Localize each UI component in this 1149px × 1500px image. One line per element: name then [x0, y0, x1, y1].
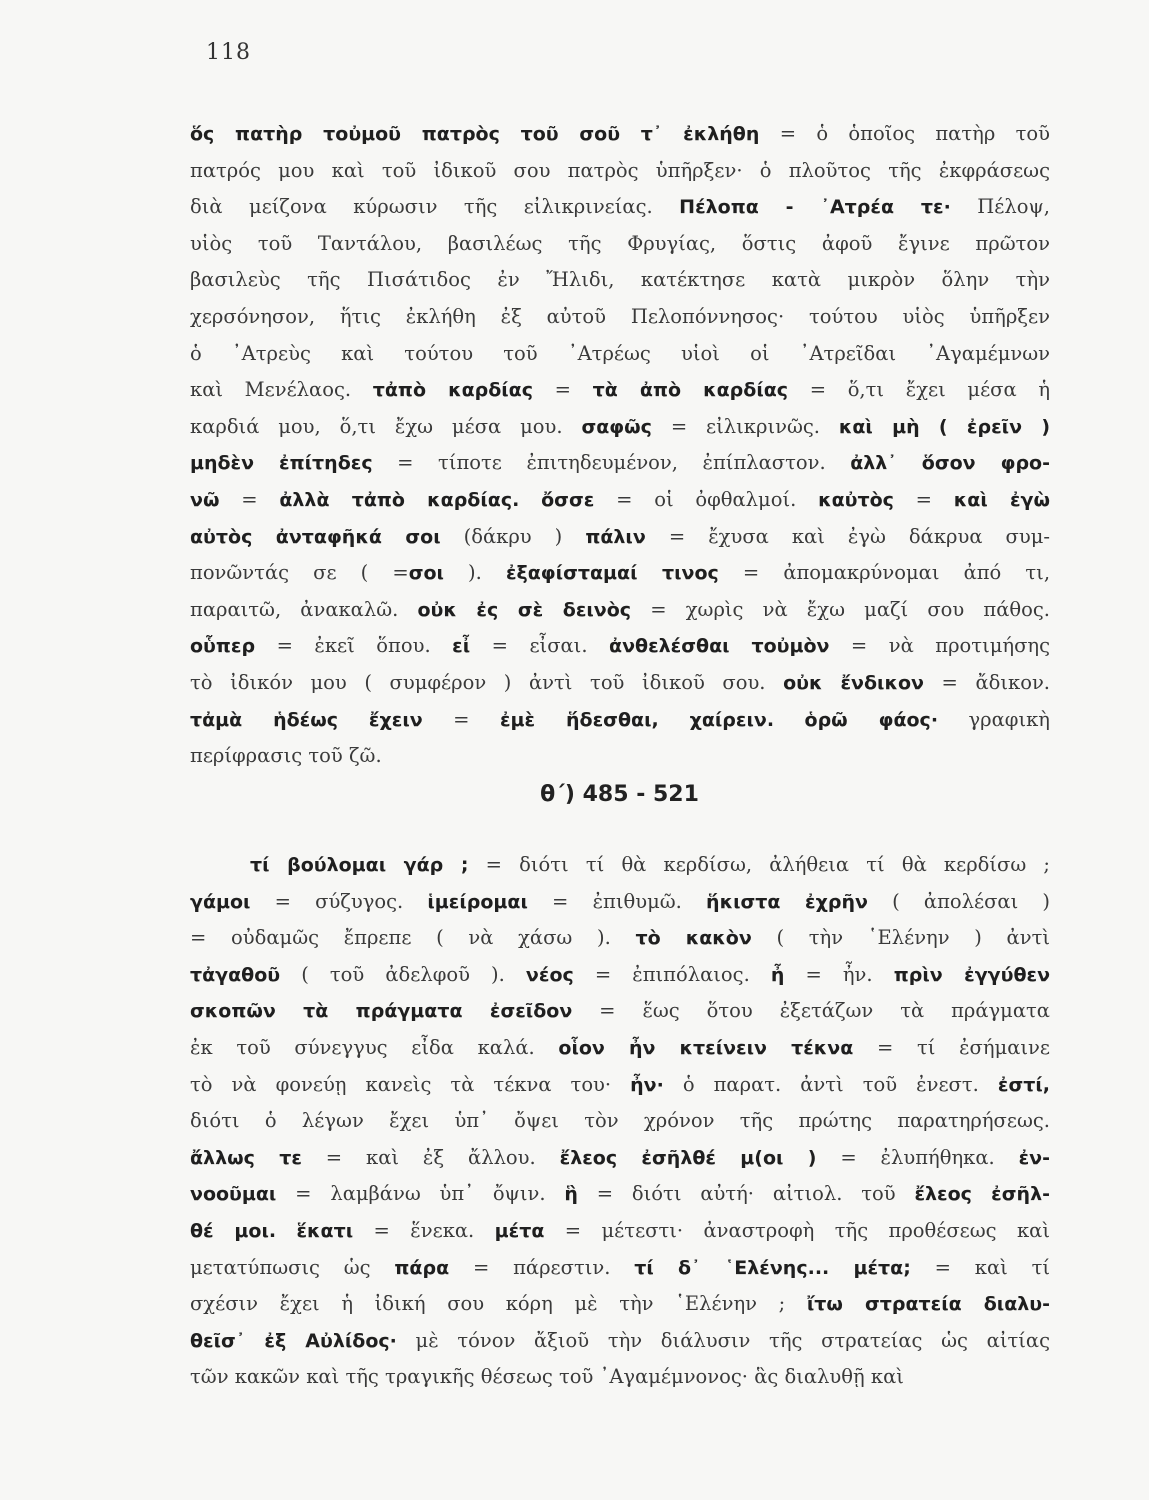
lemma-term: ἱμείρομαι: [427, 890, 528, 913]
lemma-term: ἐν-: [1018, 1146, 1050, 1169]
gloss-text: = οὐδαμῶς ἔπρεπε ( νὰ χάσω ).: [190, 926, 636, 950]
gloss-text: = εἰλικρινῶς.: [651, 414, 839, 438]
lemma-term: καὐτὸς: [818, 488, 894, 511]
lemma-term: εἶ: [452, 635, 471, 658]
lemma-term: μηδὲν ἐπίτηδες: [190, 452, 373, 475]
gloss-text: = νὰ προτιμήσης: [829, 634, 1050, 658]
text-line: [190, 519, 1050, 556]
lemma-term: πάλιν: [585, 525, 646, 548]
gloss-text: παραιτῶ, ἀνακαλῶ.: [190, 597, 418, 621]
gloss-text: = ἔχυσα καὶ ἐγὼ δάκρυα συμ-: [645, 524, 1050, 548]
gloss-text: πονῶντάς σε ( =: [190, 561, 409, 585]
lemma-term: ἄλλως τε: [190, 1146, 302, 1169]
text-line: [190, 555, 1050, 592]
gloss-text: υἱὸς τοῦ Ταντάλου, βασιλέως τῆς Φρυγίας, ὅστις ἀφοῦ ἔγινε πρῶτον: [190, 231, 1050, 255]
page-number: 118: [206, 40, 251, 65]
lemma-term: νῶ: [190, 488, 220, 511]
lemma-term: ἔλεος ἐσῆλθέ μ(οι ): [559, 1146, 817, 1169]
text-line: [190, 445, 1050, 482]
gloss-text: [276, 1219, 296, 1242]
gloss-text: διότι ὁ λέγων ἔχει ὑπ᾽ ὄψει τὸν χρόνον τῆς πρώτης παρατηρήσεως.: [190, 1109, 1050, 1133]
gloss-text: σχέσιν ἔχει ἡ ἰδική σου κόρη μὲ τὴν ῾Ελένην ;: [190, 1292, 807, 1316]
text-line: [190, 957, 1050, 994]
lemma-term: τἀμὰ ἡδέως ἔχειν: [190, 708, 423, 731]
gloss-text: γραφικὴ: [938, 707, 1050, 731]
gloss-text: = χωρὶς νὰ ἔχω μαζί σου πάθος.: [631, 597, 1050, 621]
gloss-text: καὶ Μενέλαος.: [190, 378, 373, 402]
gloss-text: μετατύπωσις ὡς: [190, 1255, 395, 1279]
text-line: [190, 993, 1050, 1030]
lemma-term: σοι: [408, 562, 444, 585]
lemma-term: μέτα: [494, 1219, 545, 1242]
gloss-text: διὰ μείζονα κύρωσιν τῆς εἰλικρινείας.: [190, 195, 680, 219]
lemma-term: σκοπῶν τὰ πράγματα ἐσεῖδον: [190, 1000, 573, 1023]
gloss-text: =: [533, 378, 593, 402]
lemma-term: ἣ: [564, 1183, 578, 1206]
gloss-text: = ἀπομακρύνομαι ἀπό τι,: [718, 561, 1050, 585]
lemma-term: τί βούλομαι γάρ ;: [250, 854, 469, 876]
lemma-term: καὶ μὴ ( ἐρεῖν ): [838, 415, 1050, 438]
text-line: [190, 592, 1050, 629]
gloss-text: = καὶ ἐξ ἄλλου.: [301, 1145, 560, 1169]
lemma-term: ἦ: [770, 963, 785, 986]
gloss-text: ὁ παρατ. ἀντὶ τοῦ ἐνεστ.: [663, 1072, 998, 1096]
gloss-text: = μέτεστι· ἀναστροφὴ τῆς προθέσεως καὶ: [544, 1218, 1050, 1242]
text-line: [190, 884, 1050, 921]
text-line: [190, 336, 1050, 373]
lemma-term: ἐξαφίσταμαί τινος: [505, 562, 719, 585]
gloss-text: πατρός μου καὶ τοῦ ἰδικοῦ σου πατρὸς ὑπῆρξεν· ὁ πλοῦτος τῆς ἐκφράσεως: [190, 158, 1050, 182]
lemma-term: τἀγαθοῦ: [190, 963, 281, 986]
text-line: [190, 262, 1050, 299]
section-heading: θ΄) 485 - 521: [540, 782, 699, 807]
lemma-term: νοοῦμαι: [190, 1183, 277, 1206]
text-line: [190, 153, 1050, 190]
gloss-text: βασιλεὺς τῆς Πισάτιδος ἐν Ἤλιδι, κατέκτησε κατὰ μικρὸν ὅλην τὴν: [190, 268, 1050, 292]
text-line: [190, 1140, 1050, 1177]
lemma-term: αὐτὸς ἀνταφῆκά σοι: [190, 525, 441, 548]
lemma-term: καὶ ἐγὼ: [953, 488, 1050, 511]
gloss-text: [774, 708, 804, 731]
lemma-term: γάμοι: [190, 890, 251, 913]
text-line: [190, 189, 1050, 226]
text-line: [190, 1359, 1050, 1396]
lemma-term: ἀλλ᾽ ὅσον φρο-: [850, 452, 1050, 475]
gloss-text: = ἕνεκα.: [353, 1218, 495, 1242]
gloss-text: καρδιά μου, ὅ,τι ἔχω μέσα μου.: [190, 414, 582, 438]
text-line: [190, 409, 1050, 446]
gloss-text: = καὶ τί: [910, 1255, 1050, 1279]
text-line: [190, 1323, 1050, 1360]
lemma-term: ὁρῶ φάος·: [804, 708, 939, 731]
lemma-term: πρὶν ἐγγύθεν: [893, 963, 1050, 986]
text-line: [190, 702, 1050, 739]
text-line: [190, 738, 1050, 775]
gloss-text: = τίποτε ἐπιτηδευμένον, ἐπίπλαστον.: [372, 451, 851, 475]
lemma-term: ἔλεος ἐσῆλ-: [914, 1183, 1050, 1206]
gloss-text: = τί ἐσήμαινε: [853, 1035, 1050, 1059]
lemma-term: οὗπερ: [190, 635, 256, 658]
text-line: [190, 299, 1050, 336]
gloss-text: = σύζυγος.: [250, 889, 428, 913]
gloss-text: = ἐλυπήθηκα.: [816, 1145, 1019, 1169]
lemma-term: θεῖσ᾽ ἐξ Αὐλίδος·: [190, 1329, 397, 1352]
gloss-text: ὁ ᾿Ατρεὺς καὶ τούτου τοῦ ᾿Ατρέως υἱοὶ οἱ ᾿Ατρεῖδαι ᾿Αγαμέμνων: [190, 341, 1050, 365]
gloss-text: =: [422, 707, 500, 731]
gloss-text: ( ἀπολέσαι ): [867, 889, 1050, 913]
gloss-text: = ἕως ὅτου ἐξετάζων τὰ πράγματα: [572, 999, 1050, 1023]
lemma-term: τἀπὸ καρδίας: [372, 379, 533, 402]
lemma-term: τί δ᾽ ῾Ελένης... μέτα;: [634, 1256, 911, 1279]
gloss-text: = διότι τί θὰ κερδίσω, ἀλήθεια τί θὰ κερδίσω ;: [468, 853, 1050, 876]
gloss-text: = εἶσαι.: [470, 634, 610, 658]
text-line: [190, 920, 1050, 957]
lemma-term: ὅς πατὴρ τοὐμοῦ πατρὸς τοῦ σοῦ τ᾽ ἐκλήθη: [190, 123, 760, 145]
lemma-term: ἦν·: [630, 1073, 664, 1096]
gloss-text: μὲ τόνον ἄξιοῦ τὴν διάλυσιν τῆς στρατείας ὡς αἰτίας: [396, 1328, 1050, 1352]
commentary-block-2: [190, 847, 1050, 1396]
gloss-text: τὸ ἰδικόν μου ( συμφέρον ) ἀντὶ τοῦ ἰδικοῦ σου.: [190, 670, 784, 694]
gloss-text: =: [219, 487, 280, 511]
text-line: [190, 1103, 1050, 1140]
gloss-text: περίφρασις τοῦ ζῶ.: [190, 744, 382, 768]
gloss-text: ( τὴν ῾Ελένην ) ἀντὶ: [751, 926, 1050, 950]
lemma-term: πάρα: [394, 1256, 450, 1279]
lemma-term: ἐστί,: [997, 1073, 1050, 1096]
lemma-term: οἷον ἦν κτείνειν τέκνα: [558, 1036, 854, 1059]
gloss-text: = πάρεστιν.: [449, 1255, 635, 1279]
lemma-term: σαφῶς: [581, 415, 652, 438]
gloss-text: = ἐπιπόλαιος.: [573, 962, 771, 986]
gloss-text: ).: [443, 561, 506, 585]
gloss-text: τὸ νὰ φονεύῃ κανεὶς τὰ τέκνα του·: [190, 1072, 631, 1096]
lemma-term: ὄσσε: [541, 488, 595, 511]
text-line: [190, 1213, 1050, 1250]
lemma-term: ἐμὲ ἥδεσθαι, χαίρειν.: [499, 708, 775, 731]
text-line: [190, 226, 1050, 263]
gloss-text: = ἄδικον.: [923, 670, 1050, 694]
gloss-text: = ἐκεῖ ὅπου.: [255, 634, 453, 658]
gloss-text: τῶν κακῶν καὶ τῆς τραγικῆς θέσεως τοῦ ᾿Αγαμέμνονος· ἃς διαλυθῇ καὶ: [190, 1365, 904, 1389]
lemma-term: Πέλοπα - ᾿Ατρέα τε·: [679, 196, 951, 219]
gloss-text: ( τοῦ ἀδελφοῦ ).: [280, 962, 526, 986]
lemma-term: νέος: [525, 963, 574, 986]
text-line: [190, 1030, 1050, 1067]
text-line: [190, 1286, 1050, 1323]
gloss-text: = ὅ,τι ἔχει μέσα ἡ: [788, 378, 1050, 402]
lemma-term: ἀλλὰ τἀπὸ καρδίας.: [279, 488, 520, 511]
gloss-text: = λαμβάνω ὑπ᾽ ὄψιν.: [276, 1182, 565, 1206]
lemma-term: τὸ κακὸν: [635, 927, 752, 950]
gloss-text: Πέλοψ,: [950, 195, 1050, 219]
gloss-text: =: [893, 487, 954, 511]
lemma-term: ἀνθελέσθαι τοὐμὸν: [609, 635, 830, 658]
lemma-term: ἕκατι: [296, 1219, 354, 1242]
text-line: [190, 1176, 1050, 1213]
lemma-term: θέ μοι.: [190, 1219, 277, 1242]
gloss-text: (δάκρυ ): [440, 524, 586, 548]
text-line: [190, 847, 1050, 884]
lemma-term: ἴτω στρατεία διαλυ-: [806, 1293, 1050, 1316]
gloss-text: = ἦν.: [784, 962, 894, 986]
gloss-text: χερσόνησον, ἥτις ἐκλήθη ἐξ αὐτοῦ Πελοπόννησος· τούτου υἱὸς ὑπῆρξεν: [190, 304, 1050, 328]
text-line: [190, 628, 1050, 665]
lemma-term: οὐκ ἐς σὲ δεινὸς: [417, 598, 632, 621]
gloss-text: = ἐπιθυμῶ.: [527, 889, 707, 913]
text-line: [190, 1067, 1050, 1104]
gloss-text: = διότι αὐτή· αἰτιολ. τοῦ: [577, 1182, 915, 1206]
text-line: [190, 372, 1050, 409]
text-line: [190, 116, 1050, 153]
gloss-text: ἐκ τοῦ σύνεγγυς εἶδα καλά.: [190, 1035, 559, 1059]
gloss-text: = ὁ ὁποῖος πατὴρ τοῦ: [759, 122, 1050, 145]
text-line: [190, 482, 1050, 519]
lemma-term: ἥκιστα ἐχρῆν: [706, 890, 868, 913]
commentary-block-1: [190, 116, 1050, 775]
text-line: [190, 665, 1050, 702]
text-line: [190, 1250, 1050, 1287]
gloss-text: = οἱ ὀφθαλμοί.: [594, 487, 819, 511]
gloss-text: [519, 488, 541, 511]
lemma-term: τὰ ἀπὸ καρδίας: [592, 379, 789, 402]
lemma-term: οὐκ ἔνδικον: [783, 671, 924, 694]
